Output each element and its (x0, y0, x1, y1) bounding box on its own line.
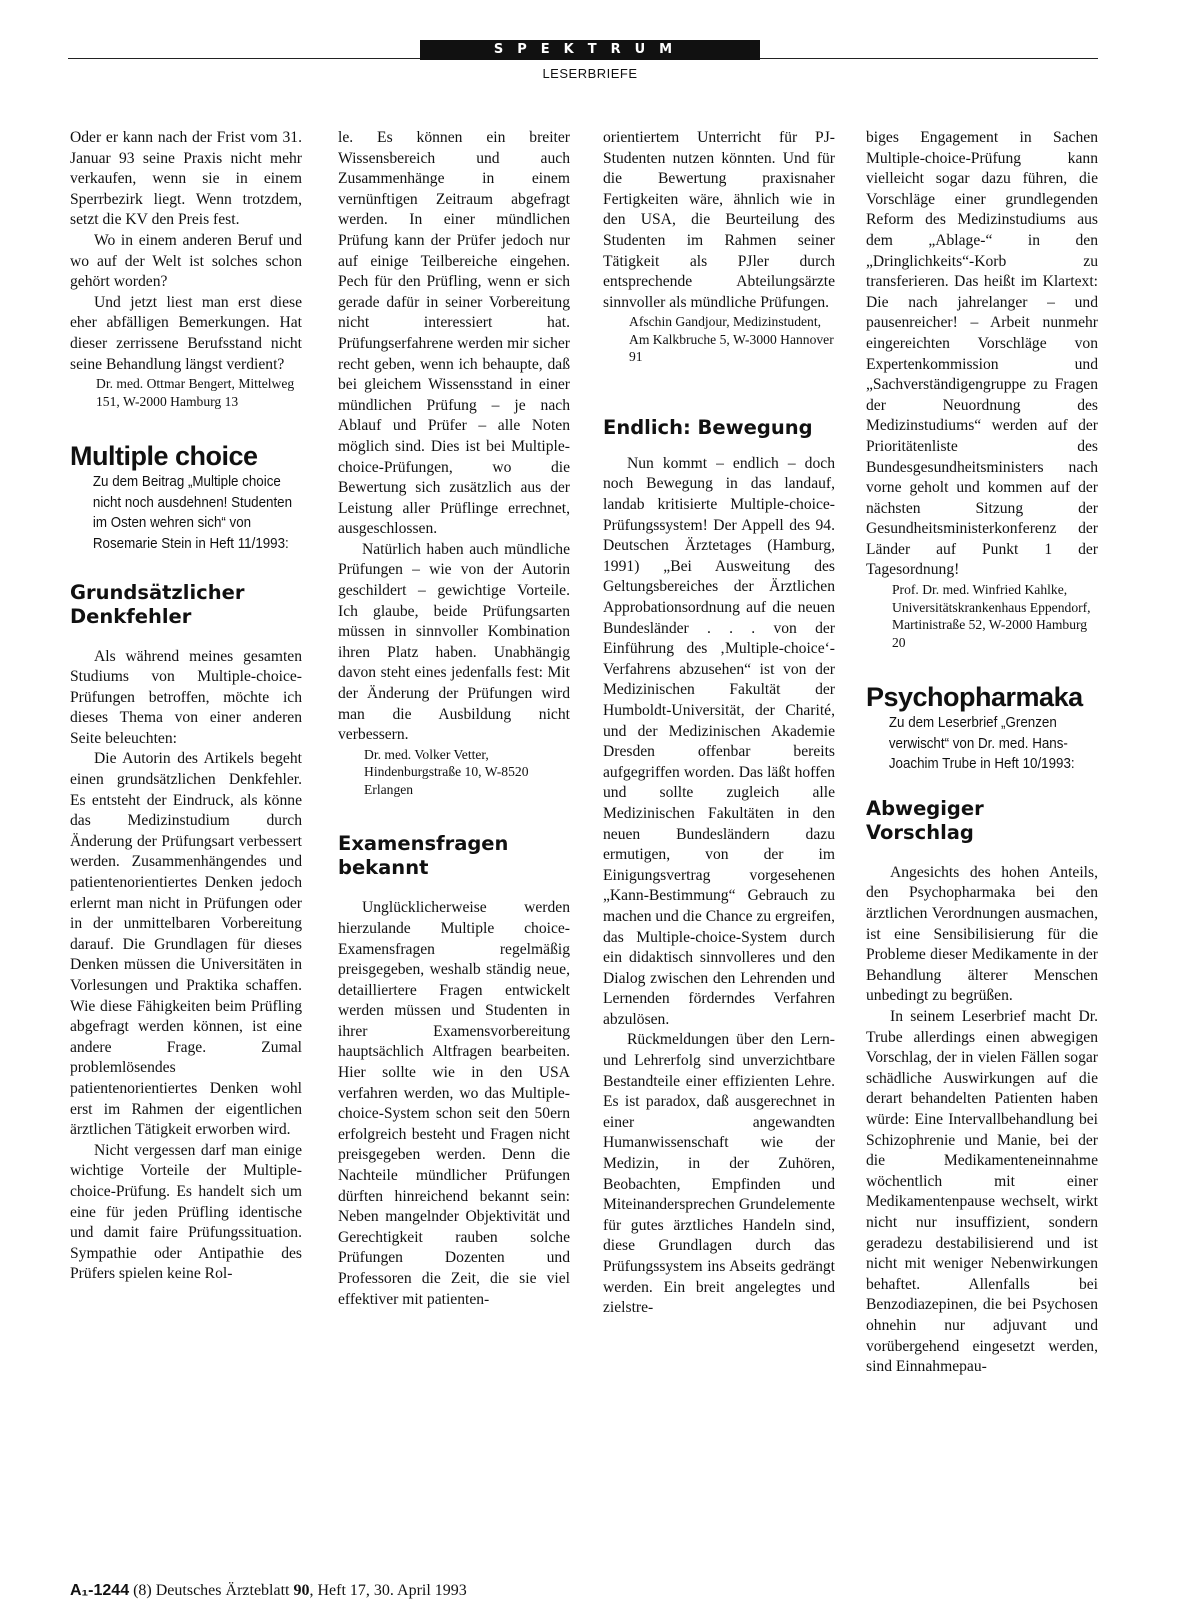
section-intro: Zu dem Beitrag „Multiple choice nicht noch ausdehnen! Studenten im Osten wehren sich“ von Rosemarie Stein in Heft 11/1993: (92, 473, 293, 552)
section-title: Multiple choice (70, 441, 258, 472)
journal-issue: , Heft 17, 30. April 1993 (309, 1582, 467, 1599)
spacer (866, 775, 1098, 797)
paragraph: biges Engagement in Sachen Multiple-choice-Prüfung kann vielleicht sogar dazu führen, die Vorschläge einer grundlegenden Reform des Medizinstudiums aus dem „Ablage-“ in den „Dringlichkeits“-Korb zu transferieren. Das heißt im Klartext: Die nach jahrelanger – und pausenreicher! – Arbeit nunmehr eingereichten Vorschläge von Expertenkommission und „Sachverständigengruppe zu Fragen der Neuordnung des Medizinstudiums“ werden auf der Prioritätenliste des Bundesgesundheitsministers nach vorne geholt und kommen auf der nächsten Sitzung der Gesundheitsministerkonferenz der Länder auf Punkt 1 der Tagesordnung! (866, 129, 1098, 579)
spacer (603, 366, 835, 416)
section-title: Psychopharmaka (866, 682, 1083, 713)
paragraph: Unglücklicherweise werden hierzulande Multiple choice-Examensfragen regelmäßig preisgegeben, weshalb ständig neue, detailliertere Fragen entwickelt werden müssen und Studenten in ihrer Examensvorbereitung hauptsächlich Altfragen bearbeiten. Hier sollte wie in den USA verfahren werden, wo das Multiple-choice-System schon seit den 50ern erfolgreich besteht und Fragen nicht preisgegeben werden. Denn die Nachteile mündlicher Prüfungen dürften hinreichend bekannt sein: Neben mangelnder Objektivität und Gerechtigkeit rauben solche Prüfungen Dozenten und Professoren die Zeit, die sie viel effektiver mit patienten- (338, 899, 570, 1308)
spacer (338, 880, 570, 898)
section-header: SPEKTRUM (420, 40, 760, 60)
paragraph: Oder er kann nach der Frist vom 31. Januar 93 seine Praxis nicht mehr verkaufen, wenn sie in einem Sperrbezirk liegt. Wenn trotzdem, setzt die KV den Preis fest. (70, 129, 302, 229)
letter-title: Grundsätzlicher Denkfehler (70, 580, 245, 628)
page-footer (70, 1581, 467, 1601)
paragraph: Die Autorin des Artikels begeht einen grundsätzlichen Denkfehler. Es entsteht der Eindruck, als könne das Medizinstudium durch Änderung der Prüfungsart verbessert werden. Zusammenhängendes und patientenorientiertes Denken jedoch erlernt man nicht in Prüfungen oder in der unmittelbaren Vorbereitung darauf. Die Grundlagen für dieses Denken müssen die Universitäten in Vorlesungen und Praktika schaffen. Wie diese Fähigkeiten beim Prüfling abgefragt werden können, ist eine andere Frage. Zumal problemlösendes patientenorientiertes Denken wohl erst im Rahmen der eigentlichen ärztlichen Tätigkeit erworben wird. (70, 750, 302, 1139)
journal-name: (8) Deutsches Ärzteblatt (129, 1582, 294, 1599)
column-1 (70, 128, 302, 1285)
letter-signature: Afschin Gandjour, Medizinstudent, Am Kalkbruche 5, W-3000 Hannover 91 (629, 314, 834, 365)
subsection-label: LESERBRIEFE (542, 66, 638, 81)
page-number: A₁-1244 (70, 1582, 130, 1599)
spacer (70, 410, 302, 440)
paragraph: Rückmeldungen über den Lern- und Lehrerfolg sind unverzichtbare Bestandteile einer effizienten Lehre. Es ist paradox, daß ausgerechnet in einer angewandten Humanwissenschaft wie der Medizin, in der Zuhören, Beobachten, Empfinden und Miteinandersprechen Grundelemente für gutes ärztliches Handeln sind, diese Grundlagen durch das Prüfungssystem ins Abseits gedrängt werden. Ein breit angelegtes und zielstre- (603, 1031, 835, 1317)
column-4 (866, 128, 1098, 1378)
letter-signature: Dr. med. Ottmar Bengert, Mittelweg 151, W-2000 Hamburg 13 (96, 376, 295, 409)
spacer (70, 629, 302, 647)
paragraph: In seinem Leserbrief macht Dr. Trube allerdings einen abwegigen Vorschlag, der in vielen Fällen sogar schädliche Auswirkungen auf die derart behandelten Patienten haben würde: Eine Intervallbehandlung bei Schizophrenie und Manie, bei der die Medikamenteneinnahme wöchentlich mit einer Medikamentenpause wechselt, wirkt nicht nur insuffizient, sondern geradezu destabilisierend und ist nicht mit weniger Nebenwirkungen behaftet. Allenfalls bei Benzodiazepinen, die bei Psychosen ohnehin nur adjuvant und vorübergehend eingesetzt werden, sind Einnahmepau- (866, 1008, 1098, 1376)
spacer (866, 845, 1098, 863)
column-2 (338, 128, 570, 1310)
paragraph: Nun kommt – endlich – doch noch Bewegung in das landauf, landab kritisierte Multiple-choice-Prüfungssystem! Der Appell des 94. Deutschen Ärztetages (Hamburg, 1991) „Bei Ausweitung des Geltungsbereiches der Ärztlichen Approbationsordnung auf die neuen Bundesländer . . . von der Einführung des ‚Multiple-choice‘-Verfahrens abzusehen“ ist von der Medizinischen Fakultät der Humboldt-Universität, der Charité, und der Medizinischen Akademie Dresden offenbar bereits aufgegriffen worden. Das läßt hoffen und sollte zugleich alle Medizinischen Fakultäten in den neuen Bundesländern dazu ermutigen, von der im Einigungsvertrag vorgesehenen „Kann-Bestimmung“ Gebrauch zu machen und die Chance zu ergreifen, das Multiple-choice-System durch ein didaktisch sinnvolleres und den Dialog zwischen den Lehrenden und Lernenden förderndes Verfahren abzulösen. (603, 454, 835, 1028)
paragraph: orientiertem Unterricht für PJ-Studenten nutzen könnten. Und für die Bewertung praxisnaher Fertigkeiten wäre, ähnlich wie in den USA, die Beurteilung des Studenten im Rahmen seiner Tätigkeit als PJler durch entsprechende Abteilungsärzte sinnvoller als mündliche Prüfungen. (603, 129, 835, 311)
spacer (603, 440, 835, 454)
spacer (866, 651, 1098, 681)
spacer (338, 798, 570, 832)
letter-title: Examensfragen bekannt (338, 832, 509, 880)
paragraph: Natürlich haben auch mündliche Prüfungen – wie von der Autorin geschildert – gewichtige Vorteile. Ich glaube, beide Prüfungsarten müssen in sinnvoller Kombination ihren Platz haben. Unabhängig davon steht eines jedenfalls fest: Mit der Änderung der Prüfungen wird man die Ausbildung nicht verbessern. (338, 540, 570, 744)
paragraph: Und jetzt liest man erst diese eher abfälligen Bemerkungen. Hat dieser zerrissene Berufsstand nicht seine Behandlung längst verdient? (70, 293, 302, 373)
spacer (70, 555, 302, 581)
paragraph: Wo in einem anderen Beruf und wo auf der Welt ist solches schon gehört worden? (70, 231, 302, 291)
letter-signature: Prof. Dr. med. Winfried Kahlke, Universitätskrankenhaus Eppendorf, Martinistraße 52, W-2000 Hamburg 20 (892, 582, 1091, 650)
journal-volume: 90 (293, 1582, 310, 1599)
letter-title: Endlich: Bewegung (603, 415, 813, 439)
column-3 (603, 128, 835, 1319)
paragraph: Angesichts des hohen Anteils, den Psychopharmaka bei den ärztlichen Verordnungen ausmachen, ist eine Sensibilisierung für die Probleme dieser Medikamente in der Behandlung älterer Menschen unbedingt zu begrüßen. (866, 863, 1098, 1005)
letter-signature: Dr. med. Volker Vetter, Hindenburgstraße 10, W-8520 Erlangen (364, 746, 529, 797)
paragraph: Als während meines gesamten Studiums von Multiple-choice-Prüfungen betroffen, möchte ich dieses Thema von einer anderen Seite beleuchten: (70, 647, 302, 747)
paragraph: Nicht vergessen darf man einige wichtige Vorteile der Multiple-choice-Prüfung. Es handelt sich um eine für jeden Prüfling identische und damit faire Prüfungssituation. Sympathie oder Antipathie des Prüfers spielen keine Rol- (70, 1141, 302, 1283)
letter-title: Abwegiger Vorschlag (866, 796, 984, 844)
section-intro: Zu dem Leserbrief „Grenzen verwischt“ von Dr. med. Hans-Joachim Trube in Heft 10/1993: (888, 714, 1075, 773)
paragraph: le. Es können ein breiter Wissensbereich und auch Zusammenhänge in einem vernünftigen Zeitraum abgefragt werden. In einer mündlichen Prüfung kann der Prüfer jedoch nur auf einige Teilbereiche eingehen. Pech für den Prüfling, wenn er sich gerade dafür in seiner Vorbereitung nicht interessiert hat. Prüfungserfahrene werden mir sicher recht geben, wenn ich behaupte, daß bei gleichem Wissensstand in einer mündlichen Prüfung – je nach Ablauf und Prüfer – alle Noten möglich sind. Dies ist bei Multiple-choice-Prüfungen, wo die Bewertung sich zusätzlich aus der Leistung aller Prüflinge errechnet, ausgeschlossen. (338, 129, 570, 538)
